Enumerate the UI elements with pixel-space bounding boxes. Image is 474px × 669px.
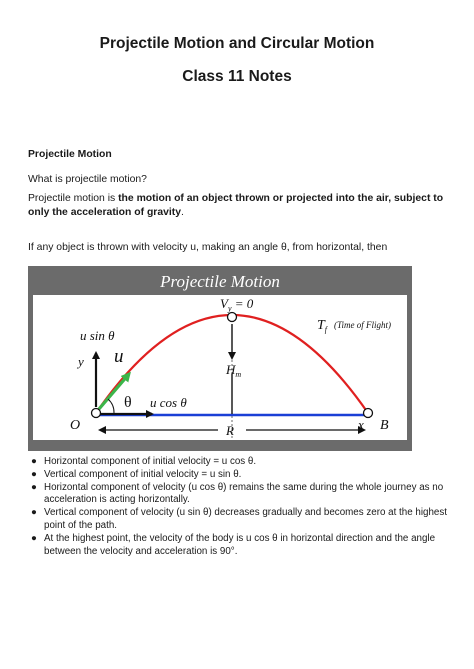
document-title: Projectile Motion and Circular Motion <box>99 35 375 52</box>
document-subtitle: Class 11 Notes <box>182 68 292 85</box>
definition-bold: the motion of an object thrown or projected into the air, subject to only the acceleration of gravity <box>28 193 444 218</box>
list-item <box>28 456 448 469</box>
list-item <box>28 482 448 508</box>
y-axis-label: y <box>78 354 84 369</box>
definition-paragraph <box>28 192 448 220</box>
list-item-text: Vertical component of velocity (u sin θ) decreases gradually and becomes zero at the highest point of the path. <box>44 507 447 531</box>
bullet-icon: ● <box>31 456 37 467</box>
diagram-banner: Projectile Motion <box>160 272 280 291</box>
intro-paragraph: If any object is thrown with velocity u, making an angle θ, from horizontal, then <box>28 242 388 253</box>
question-text: What is projectile motion? <box>28 174 147 185</box>
list-item <box>28 533 448 559</box>
landing-label: B <box>380 418 389 433</box>
projectile-diagram <box>28 266 412 451</box>
origin-label: O <box>70 418 81 433</box>
definition-suffix: . <box>181 207 184 218</box>
velocity-label: u <box>114 346 124 367</box>
angle-label: θ <box>124 394 132 411</box>
list-item-text: Horizontal component of velocity (u cos θ) remains the same during the whole journey as no acceleration is acting horizontally. <box>44 481 444 506</box>
horizontal-component-label: u cos θ <box>150 395 187 410</box>
time-of-flight-label: (Time of Flight) <box>334 320 391 330</box>
apex-point <box>228 313 237 322</box>
list-item-text: Vertical component of initial velocity = u sin θ. <box>44 468 242 480</box>
range-label: R <box>226 423 234 438</box>
list-item-text: At the highest point, the velocity of the body is u cos θ in horizontal direction and the angle between the velocity and acceleration is 90°. <box>44 532 436 557</box>
bullet-icon: ● <box>31 507 37 519</box>
list-item <box>28 507 448 533</box>
list-item <box>28 469 448 482</box>
apex-velocity-label: $V_y = 0$ <box>220 296 254 313</box>
landing-point <box>364 409 373 418</box>
x-label: x <box>358 417 364 432</box>
bullet-icon: ● <box>31 532 37 544</box>
time-of-flight-symbol: $T_f$ <box>317 318 328 334</box>
list-item-text: Horizontal component of initial velocity = u cos θ. <box>44 456 257 467</box>
bullet-icon: ● <box>31 468 37 480</box>
launch-point <box>92 409 101 418</box>
definition-prefix: Projectile motion is <box>28 193 119 204</box>
bullet-list <box>28 456 448 558</box>
bullet-icon: ● <box>31 481 37 493</box>
vertical-component-label: u sin θ <box>80 328 115 343</box>
section-heading: Projectile Motion <box>28 149 112 160</box>
max-height-label: $H_m$ <box>226 362 242 379</box>
